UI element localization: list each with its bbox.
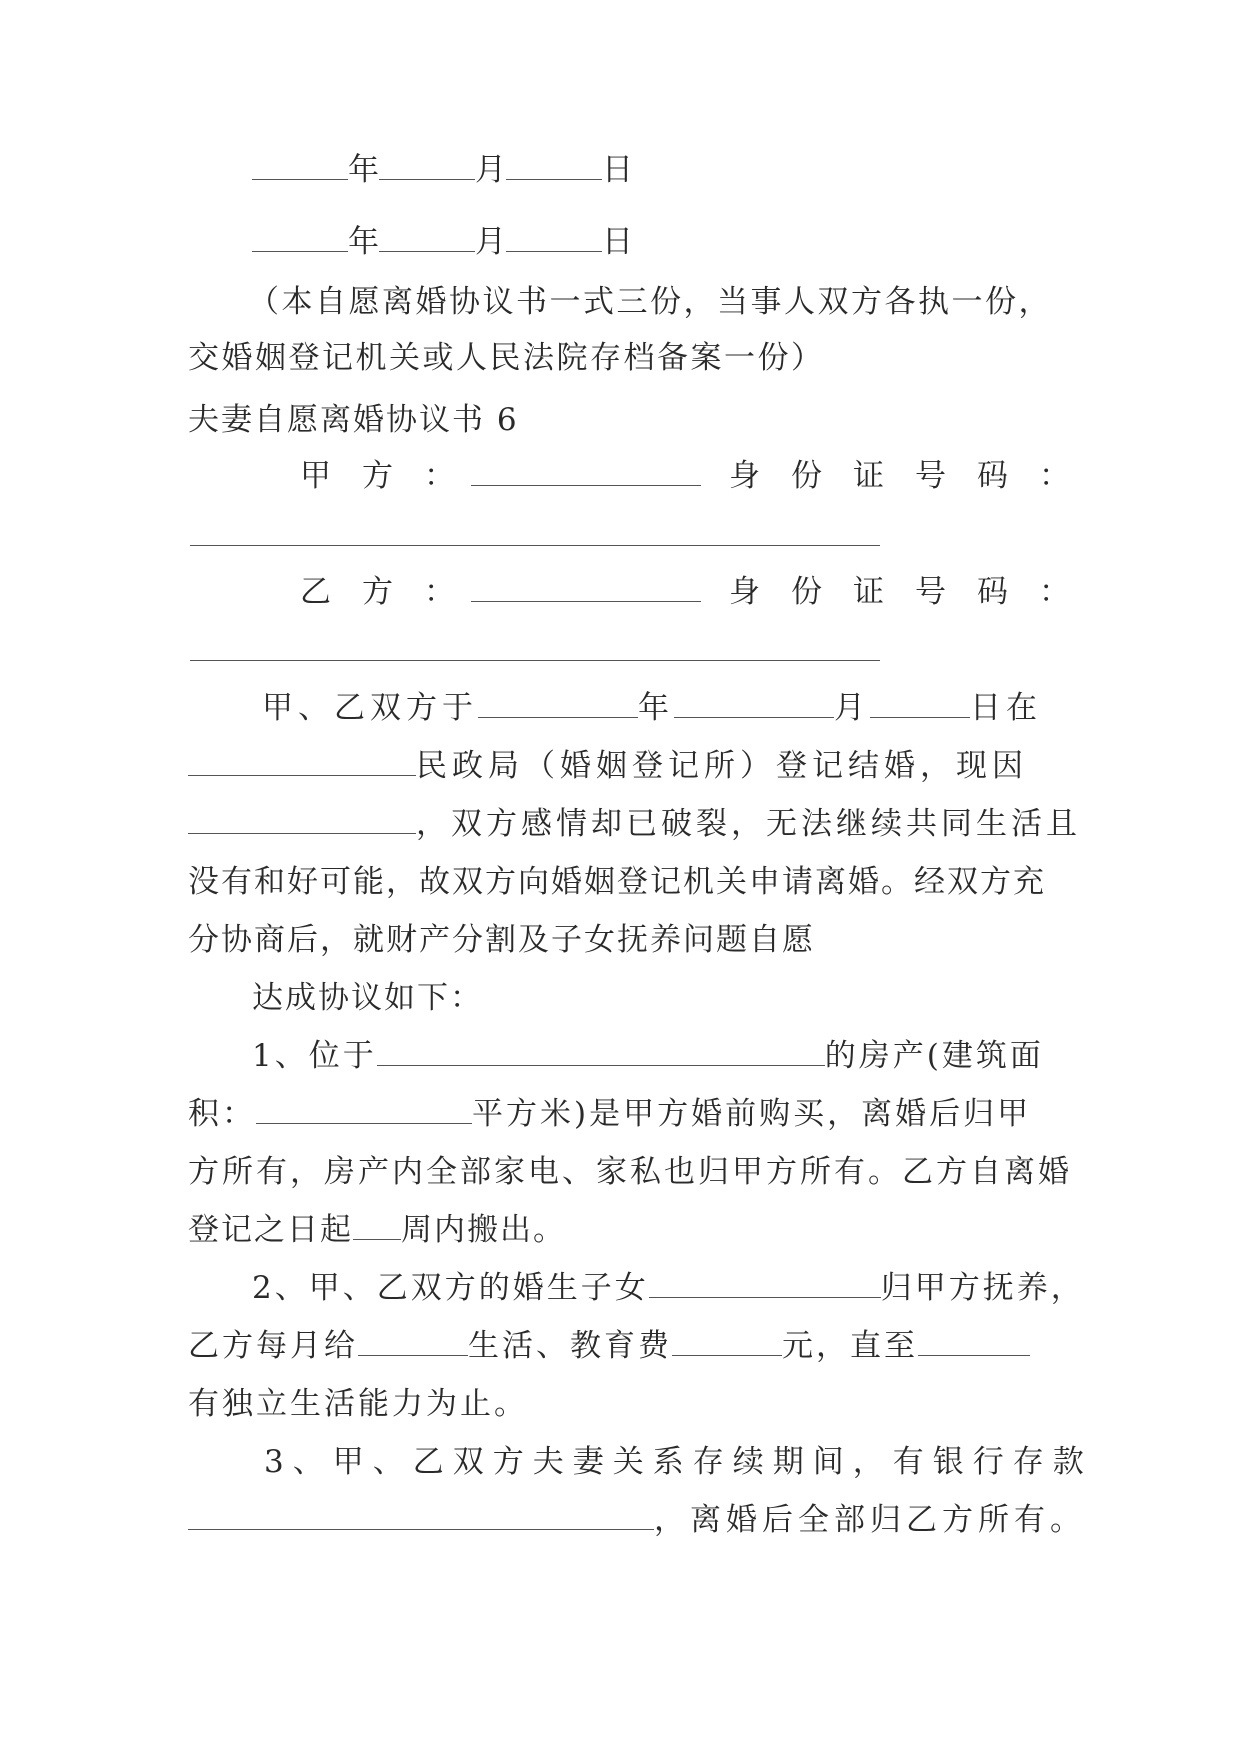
marriage-line-2 <box>188 746 1028 786</box>
blank-month <box>379 227 475 252</box>
clause2-line-2 <box>188 1326 1030 1366</box>
section-title: 夫妻自愿离婚协议书 6 <box>188 402 519 438</box>
text: 积： <box>188 1096 256 1132</box>
blank-bank-deposit <box>188 1505 654 1530</box>
text: 乙方每月给 <box>188 1328 358 1364</box>
day-label: 日 <box>602 152 633 188</box>
blank-year <box>478 693 638 718</box>
blank-reason <box>188 809 416 834</box>
note-line-2: 交婚姻登记机关或人民法院存档备案一份） <box>188 340 825 376</box>
text: 甲、乙双方于 <box>262 690 478 726</box>
clause3-line-2 <box>188 1500 1086 1540</box>
party-a-label: 甲 方 ： <box>300 458 455 494</box>
marriage-line-5: 分协商后，就财产分割及子女抚养问题自愿 <box>188 922 815 958</box>
day-label: 日 <box>602 224 633 260</box>
blank-area <box>256 1099 472 1124</box>
party-a-name-blank <box>471 461 701 486</box>
blank-month <box>674 693 834 718</box>
blank-year <box>252 227 348 252</box>
clause2-line-1 <box>252 1268 1085 1308</box>
month-label: 月 <box>475 224 506 260</box>
blank-day <box>506 155 602 180</box>
text: 归甲方抚养， <box>880 1270 1085 1306</box>
text: 生活、教育费 <box>468 1328 672 1364</box>
text: 元，直至 <box>782 1328 918 1364</box>
signing-date-line-1 <box>252 150 633 190</box>
party-a-line <box>300 456 1070 496</box>
marriage-line-4: 没有和好可能，故双方向婚姻登记机关申请离婚。经双方充 <box>188 864 1046 900</box>
blank-day <box>506 227 602 252</box>
signing-date-line-2 <box>252 222 633 262</box>
text: 登记之日起 <box>188 1212 353 1248</box>
text: 平方米)是甲方婚前购买，离婚后归甲 <box>472 1096 1032 1132</box>
party-b-name-blank <box>471 577 701 602</box>
month-label: 月 <box>475 152 506 188</box>
text: 1、位于 <box>252 1038 377 1074</box>
clause1-line-1 <box>252 1036 1044 1076</box>
text: 年 <box>638 690 674 726</box>
party-b-id-label: 身 份 证 号 码 ： <box>729 574 1070 610</box>
agreement-intro: 达成协议如下： <box>252 980 483 1016</box>
clause1-line-3: 方所有，房产内全部家电、家私也归甲方所有。乙方自离婚 <box>188 1154 1072 1190</box>
party-b-id-blank <box>190 660 880 661</box>
text: 2、甲、乙双方的婚生子女 <box>252 1270 649 1306</box>
blank-recipient <box>358 1331 468 1356</box>
blank-day <box>870 693 970 718</box>
clause1-line-2 <box>188 1094 1031 1134</box>
clause1-line-4 <box>188 1210 566 1250</box>
blank-property-location <box>377 1041 825 1066</box>
text: 周内搬出。 <box>401 1212 566 1248</box>
note-line-1: （本自愿离婚协议书一式三份，当事人双方各执一份， <box>248 284 1052 320</box>
text: 的房产(建筑面 <box>824 1038 1044 1074</box>
marriage-line-1 <box>262 688 1042 728</box>
marriage-line-3 <box>188 804 1081 844</box>
blank-amount <box>672 1331 782 1356</box>
year-label: 年 <box>348 224 379 260</box>
blank-month <box>379 155 475 180</box>
clause2-line-3: 有独立生活能力为止。 <box>188 1386 528 1422</box>
blank-registry <box>188 751 416 776</box>
year-label: 年 <box>348 152 379 188</box>
party-a-id-label: 身 份 证 号 码 ： <box>729 458 1070 494</box>
blank-child <box>649 1273 881 1298</box>
party-b-label: 乙 方 ： <box>300 574 455 610</box>
text: 月 <box>834 690 870 726</box>
party-a-id-blank <box>190 545 880 546</box>
text: ，离婚后全部归乙方所有。 <box>654 1502 1086 1538</box>
clause3-line-1: 3、甲、乙双方夫妻关系存续期间，有银行存款 <box>264 1444 1093 1480</box>
party-b-line <box>300 572 1070 612</box>
text: 日在 <box>970 690 1042 726</box>
text: ，双方感情却已破裂，无法继续共同生活且 <box>416 806 1081 842</box>
blank-weeks <box>353 1215 401 1240</box>
text: 民政局（婚姻登记所）登记结婚，现因 <box>416 748 1028 784</box>
blank-year <box>252 155 348 180</box>
blank-until <box>918 1331 1030 1356</box>
